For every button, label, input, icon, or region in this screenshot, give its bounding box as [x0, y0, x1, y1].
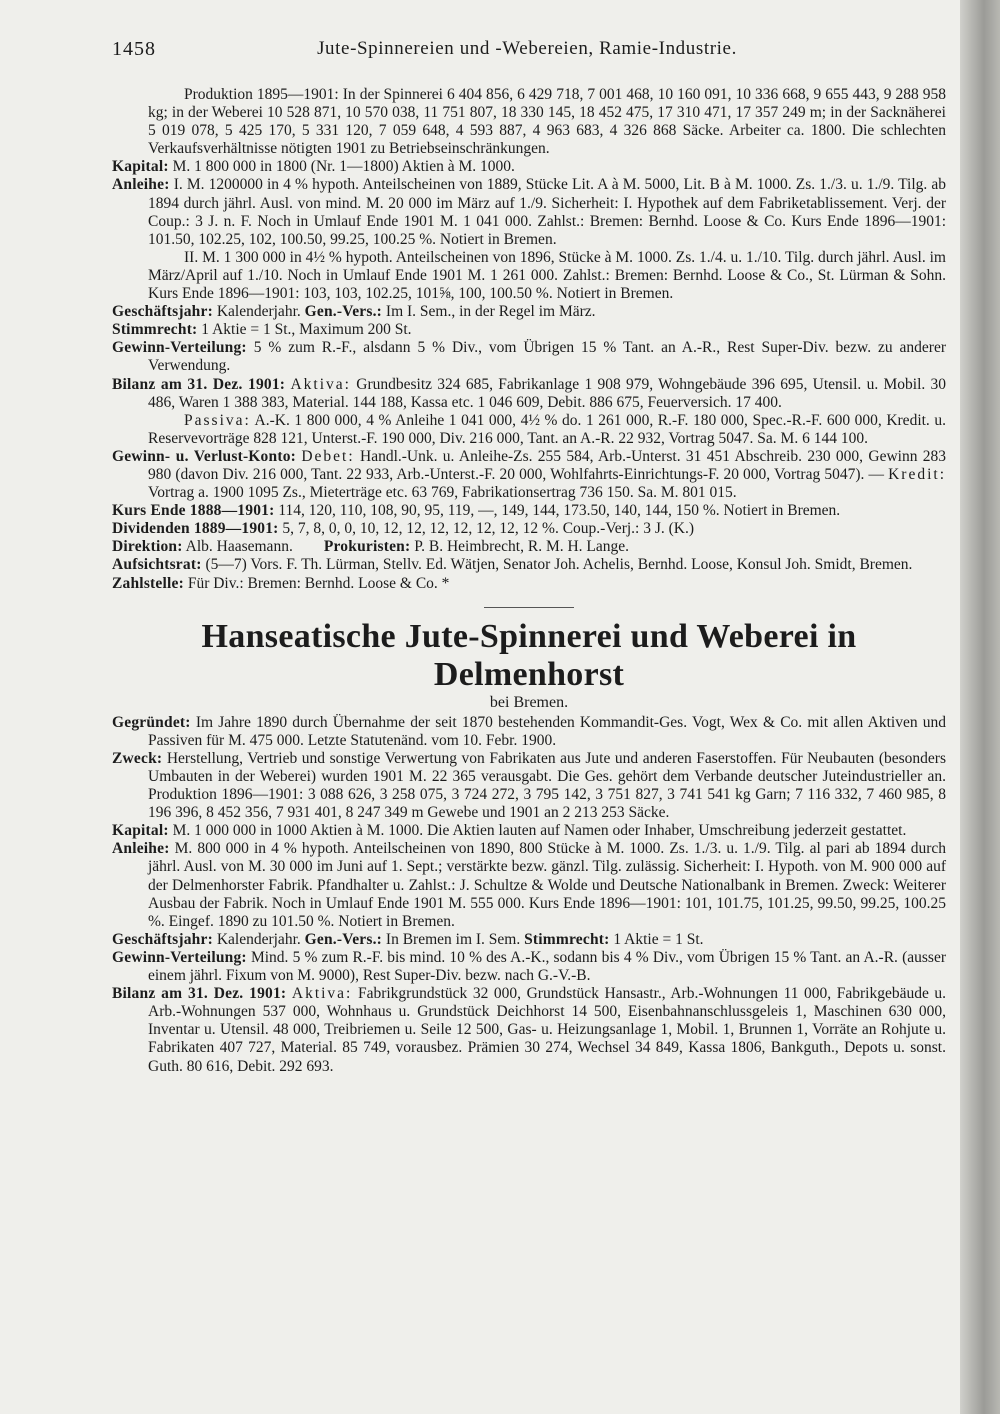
kurs-entry [112, 502, 946, 520]
anleihe-3-text: M. 800 000 in 4 % hypoth. Anteilscheinen von 1890, 800 Stücke à M. 1000. Zs. 1./3. u. 1./9. Tilg. al pari ab 1894 durch jährl. Ausl. von M. 30 000 im Juni auf 1. Sept.; verstärkte bezw. gänzl. Tilg. zulässig. Sicherheit: I. Hypoth. von M. 900 000 auf der Delmenhorster Fabrik. Pfandhalter u. Zahlst.: J. Schultze & Wolde und Deutsche Nationalbank in Bremen. Zweck: Weiterer Ausbau der Fabrik. Noch in Umlauf Ende 1901 M. 555 000. Kurs Ende 1896—1901: 101, 101.75, 101.25, 99.50, 99.25, 100.25 %. Eingef. 1890 zu 101.50 %. Notiert in Bremen. [148, 840, 947, 930]
page-body [112, 86, 946, 1076]
anleihe-entry [112, 176, 946, 248]
passiva-text: A.-K. 1 800 000, 4 % Anleihe 1 041 000, 4½ % do. 1 261 000, R.-F. 180 000, Spec.-R.-F. 600 000, Kredit. u. Reservevorträge 828 121, Unterst.-F. 190 000, Div. 216 000, Tant. an A.-R. 22 932, Vortrag 5047. Sa. M. 6 144 100. [148, 411, 946, 447]
guv-label: Gewinn- u. Verlust-Konto: [112, 447, 297, 465]
bilanz-2-entry [112, 985, 946, 1075]
bilanz-2-label: Bilanz am 31. Dez. 1901: [112, 985, 287, 1003]
stimmrecht-2-label: Stimmrecht: [524, 930, 610, 948]
anleihe-2-text: II. M. 1 300 000 in 4½ % hypoth. Anteilscheinen von 1896, Stücke à M. 1000. Zs. 1./4. u. 1./10. Tilg. durch jährl. Ausl. im März/April auf 1./10. Noch in Umlauf Ende 1901 M. 1 261 000. Zahlst.: Bremen: Bernhd. Loose & Co., St. Lürman & Sohn. Kurs Ende 1896—1901: 103, 103, 102.25, 101⅝, 100, 100.50 %. Notiert in Bremen. [148, 248, 946, 303]
guv-entry [112, 448, 946, 502]
aufsichtsrat-text: (5—7) Vors. F. Th. Lürman, Stellv. Ed. Wätjen, Senator Joh. Achelis, Bernhd. Loose, Konsul Joh. Smidt, Bremen. [205, 556, 913, 574]
gegruendet-label: Gegründet: [112, 713, 191, 731]
zweck-label: Zweck: [112, 749, 163, 767]
debet-text: Handl.-Unk. u. Anleihe-Zs. 255 584, Arb.-Unterst. 31 451 Abschreib. 230 000, Gewinn 283 980 (davon Div. 216 000, Tant. 22 933, Arb.-Unterst.-F. 20 000, Wohlfahrts-Einrichtungs-F. 20 000, Vortrag 5047). — [148, 447, 947, 483]
aufsichtsrat-entry [112, 556, 946, 574]
company-title: Hanseatische Jute-Spinnerei und Weberei in Delmenhorst [201, 617, 857, 693]
genvers-label: Gen.-Vers.: [304, 303, 383, 321]
geschaeftsjahr-2-text: Kalenderjahr. [216, 930, 301, 948]
gewinnverteilung-2-label: Gewinn-Verteilung: [112, 948, 247, 966]
genvers-2-text: In Bremen im I. Sem. [385, 930, 521, 948]
direktion-text: Alb. Haasemann. [185, 538, 293, 556]
aktiva-word: Aktiva: [290, 375, 351, 393]
debet-word: Debet: [301, 447, 355, 465]
stimmrecht-text: 1 Aktie = 1 St., Maximum 200 St. [201, 321, 412, 339]
dividenden-label: Dividenden 1889—1901: [112, 520, 279, 538]
gegruendet-entry [112, 714, 946, 750]
produktion-text: Produktion 1895—1901: In der Spinnerei 6 404 856, 6 429 718, 7 001 468, 10 160 091, 10 336 668, 9 655 443, 9 288 958 kg; in der Weberei 10 528 871, 10 570 038, 11 751 807, 18 330 145, 18 452 475, 17 310 471, 17 357 249 m; in der Sacknäherei 5 019 078, 5 425 170, 5 331 120, 7 059 648, 4 593 887, 4 963 683, 4 326 868 Säcke. Arbeiter ca. 1800. Die schlechten Verkaufsverhältnisse nötigten 1901 zu Betriebseinschränkungen. [148, 86, 946, 158]
page-header [112, 36, 942, 64]
direktion-label: Direktion: [112, 538, 183, 556]
dividenden-text: 5, 7, 8, 0, 0, 10, 12, 12, 12, 12, 12, 12, 12 %. Coup.-Verj.: 3 J. (K.) [282, 520, 695, 538]
zweck-entry [112, 750, 946, 822]
kapital-2-entry [112, 822, 946, 840]
genvers-text: Im I. Sem., in der Regel im März. [385, 303, 596, 321]
kapital-2-label: Kapital: [112, 822, 169, 840]
stimmrecht-entry [112, 321, 946, 339]
kurs-text: 114, 120, 110, 108, 90, 95, 119, —, 149, 144, 173.50, 140, 144, 150 %. Notiert in Bremen. [278, 502, 841, 520]
company-subtitle: bei Bremen. [489, 693, 569, 711]
zahlstelle-label: Zahlstelle: [112, 574, 184, 592]
kapital-entry [112, 158, 946, 176]
kapital-text: M. 1 800 000 in 1800 (Nr. 1—1800) Aktien à M. 1000. [172, 158, 515, 176]
gegruendet-text: Im Jahre 1890 durch Übernahme der seit 1870 bestehenden Kommandit-Ges. Vogt, Wex & Co. mit allen Aktiven und Passiven für M. 475 000. Letzte Statutenänd. vom 10. Febr. 1900. [148, 713, 947, 749]
aufsichtsrat-label: Aufsichtsrat: [112, 556, 202, 574]
passiva-word: Passiva: [184, 411, 251, 429]
geschaeftsjahr-2-entry [112, 931, 946, 949]
anleihe-3-entry [112, 840, 946, 930]
kapital-label: Kapital: [112, 158, 169, 176]
gewinnverteilung-text: 5 % zum R.-F., alsdann 5 % Div., vom Übrigen 15 % Tant. an A.-R., Rest Super-Div. bezw. zu anderer Verwendung. [148, 339, 947, 375]
gewinnverteilung-entry [112, 339, 946, 375]
page-number: 1458 [112, 38, 156, 60]
passiva-entry [112, 412, 946, 448]
dividenden-entry [112, 520, 946, 538]
geschaeftsjahr-2-label: Geschäftsjahr: [112, 930, 213, 948]
aktiva-2-word: Aktiva: [291, 985, 353, 1003]
zweck-text: Herstellung, Vertrieb und sonstige Verwertung von Fabrikaten aus Jute und anderen Faserstoffen. Für Neubauten (besonders Umbauten in der Weberei) wurden 1901 M. 22 365 verausgabt. Die Ges. gehört dem Verbande deutscher Juteindustrieller an. Produktion 1896—1901: 3 088 626, 3 258 075, 3 724 272, 3 795 142, 3 751 827, 3 741 541 kg Garn; 7 116 332, 7 460 985, 8 196 396, 8 452 356, 7 931 401, 8 247 349 m Gewebe und 1901 an 2 213 253 Säcke. [148, 749, 946, 822]
anleihe-3-label: Anleihe: [112, 840, 170, 858]
anleihe-1-text: I. M. 1200000 in 4 % hypoth. Anteilscheinen von 1889, Stücke Lit. A à M. 5000, Lit. B à M. 1000. Zs. 1./3. u. 1./9. Tilg. ab 1894 durch jährl. Ausl. von mind. M. 20 000 im März auf 1./9. Sicherheit: I. Hypothek auf dem Fabriketablissement. Verj. der Coup.: 3 J. n. F. Noch in Umlauf Ende 1901 M. 1 041 000. Zahlst.: Bremen: Bernhd. Loose & Co. Kurs Ende 1896—1901: 101.50, 102.25, 102, 100.50, 99.25, 100.25 %. Notiert in Bremen. [148, 176, 947, 248]
running-title: Jute-Spinnereien und -Webereien, Ramie-Industrie. [317, 38, 737, 59]
kredit-word: Kredit: [888, 465, 946, 483]
page-edge-shadow [960, 0, 1000, 1414]
prokuristen-label: Prokuristen: [323, 538, 411, 556]
gewinnverteilung-2-text: Mind. 5 % zum R.-F. bis mind. 10 % des A.-K., sodann bis 4 % Div., vom Übrigen 15 % Tant. an A.-R. (ausser einem jährl. Fixum von M. 9000), Rest Super-Div. bezw. nach G.-V.-B. [148, 948, 946, 985]
geschaeftsjahr-text: Kalenderjahr. [216, 303, 301, 321]
kredit-text: Vortrag a. 1900 1095 Zs., Mieterträge etc. 63 769, Fabrikationsertrag 736 150. Sa. M. 801 015. [148, 484, 737, 502]
genvers-2-label: Gen.-Vers.: [304, 930, 383, 948]
geschaeftsjahr-entry [112, 303, 946, 321]
gewinnverteilung-label: Gewinn-Verteilung: [112, 339, 247, 357]
direktion-entry [112, 538, 946, 556]
stimmrecht-label: Stimmrecht: [112, 321, 198, 339]
anleihe-label: Anleihe: [112, 176, 170, 194]
kapital-2-text: M. 1 000 000 in 1000 Aktien à M. 1000. Die Aktien lauten auf Namen oder Inhaber, Umschreibung jederzeit gestattet. [172, 822, 907, 840]
prokuristen-text: P. B. Heimbrecht, R. M. H. Lange. [414, 538, 630, 556]
bilanz-label: Bilanz am 31. Dez. 1901: [112, 375, 286, 393]
produktion-paragraph [112, 86, 946, 158]
zahlstelle-text: Für Div.: Bremen: Bernhd. Loose & Co. * [187, 574, 450, 592]
kurs-label: Kurs Ende 1888—1901: [112, 502, 275, 520]
stimmrecht-2-text: 1 Aktie = 1 St. [613, 930, 704, 948]
zahlstelle-entry [112, 575, 946, 593]
section-divider [484, 607, 574, 608]
aktiva-text: Grundbesitz 324 685, Fabrikanlage 1 908 979, Wohngebäude 396 695, Utensil. u. Mobil. 30 486, Waren 1 388 383, Material. 144 188, Kassa etc. 1 046 609, Debit. 886 675, Feuerversich. 17 400. [148, 375, 947, 411]
aktiva-2-text: Fabrikgrundstück 32 000, Grundstück Hansastr., Arb.-Wohnungen 11 000, Fabrikgebäude u. Arb.-Wohnungen 537 000, Wohnhaus u. Grundstück Deichhorst 14 500, Eisenbahnanschlussgeleis 1, Maschinen 630 000, Inventar u. Utensil. 48 000, Treibriemen u. Seile 12 500, Gas- u. Heizungsanlage 1, Mobil. 1, Brunnen 1, Vorräte an Rohjute u. Fabrikaten 407 727, Material. 85 749, vorausbez. Prämien 30 274, Wechsel 34 849, Kassa 1806, Bankguth., Depots u. sonst. Guth. 80 616, Debit. 292 693. [148, 985, 947, 1075]
geschaeftsjahr-label: Geschäftsjahr: [112, 303, 213, 321]
anleihe-2-entry [112, 249, 946, 303]
bilanz-entry [112, 376, 946, 412]
gewinnverteilung-2-entry [112, 949, 946, 985]
